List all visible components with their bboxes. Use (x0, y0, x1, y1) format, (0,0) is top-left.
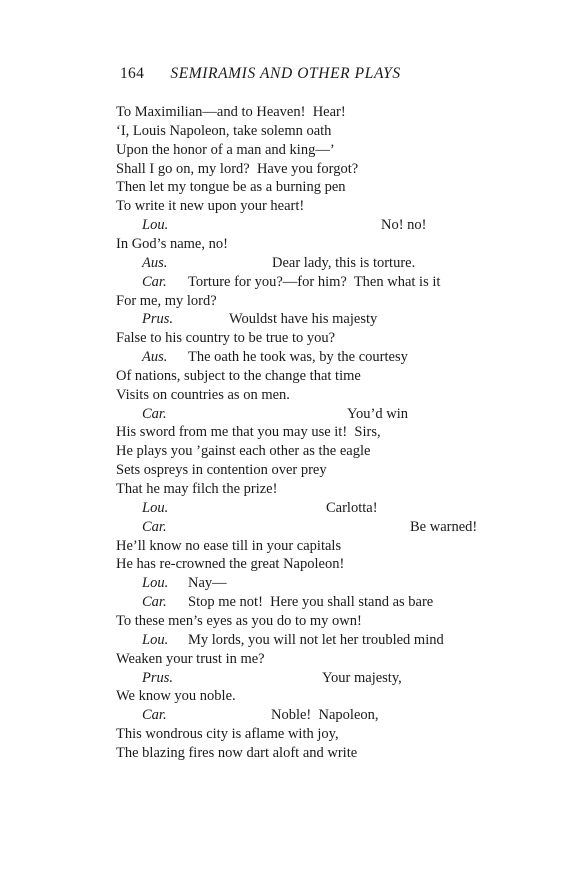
line-text: To write it new upon your heart! (116, 198, 305, 215)
line-text: Wouldst have his majesty (229, 311, 378, 328)
line-text: The blazing fires now dart aloft and write (116, 744, 358, 761)
line-text: We know you noble. (116, 688, 236, 705)
line-text: He plays you ’gainst each other as the eagle (116, 443, 371, 460)
line-text: He’ll know no ease till in your capitals (116, 537, 342, 554)
line-text: Stop me not! Here you shall stand as bare (188, 594, 434, 611)
line-text: Then let my tongue be as a burning pen (116, 179, 346, 196)
speaker-name: Lou. (142, 575, 169, 592)
page-number: 164 (120, 65, 145, 82)
line-text: Nay— (188, 575, 227, 592)
speaker-name: Car. (142, 405, 167, 422)
speaker-name: Aus. (142, 349, 168, 366)
line-text: Sets ospreys in contention over prey (116, 462, 327, 479)
line-text: Of nations, subject to the change that time (116, 367, 361, 384)
line-text: In God’s name, no! (116, 235, 228, 252)
line-text: False to his country to be true to you? (116, 330, 336, 347)
running-title: SEMIRAMIS AND OTHER PLAYS (170, 65, 401, 82)
speaker-name: Car. (142, 707, 167, 724)
speaker-name: Prus. (142, 669, 174, 686)
speaker-name: Car. (142, 273, 167, 290)
line-text: This wondrous city is aflame with joy, (116, 726, 339, 743)
line-text: Noble! Napoleon, (271, 707, 379, 724)
line-text: No! no! (381, 217, 427, 234)
speaker-name: Lou. (142, 217, 169, 234)
line-text: His sword from me that you may use it! Sirs, (116, 424, 381, 441)
line-text: Weaken your trust in me? (116, 650, 265, 667)
line-text: Visits on countries as on men. (116, 386, 290, 403)
speaker-name: Lou. (142, 499, 169, 516)
speaker-name: Car. (142, 594, 167, 611)
speaker-name: Aus. (142, 254, 168, 271)
line-text: Your majesty, (322, 669, 402, 686)
line-text: Shall I go on, my lord? Have you forgot? (116, 160, 359, 177)
line-text: For me, my lord? (116, 292, 217, 309)
page-header (120, 65, 401, 83)
line-text: He has re-crowned the great Napoleon! (116, 556, 345, 573)
line-text: To these men’s eyes as you do to my own! (116, 612, 362, 629)
line-text: The oath he took was, by the courtesy (188, 349, 408, 366)
line-text: Dear lady, this is torture. (272, 254, 416, 271)
line-text: That he may filch the prize! (116, 481, 278, 497)
line-text: ‘I, Louis Napoleon, take solemn oath (116, 122, 332, 139)
line-text: Carlotta! (326, 499, 378, 516)
line-text: To Maximilian—and to Heaven! Hear! (116, 104, 346, 120)
line-text: My lords, you will not let her troubled mind (188, 631, 444, 648)
speaker-name: Prus. (142, 311, 174, 328)
speaker-name: Car. (142, 518, 167, 535)
line-text: Torture for you?—for him? Then what is it (188, 273, 441, 290)
speaker-name: Lou. (142, 631, 169, 648)
line-text: You’d win (347, 405, 408, 422)
line-text: Be warned! (410, 518, 478, 535)
line-text: Upon the honor of a man and king—’ (116, 141, 335, 158)
